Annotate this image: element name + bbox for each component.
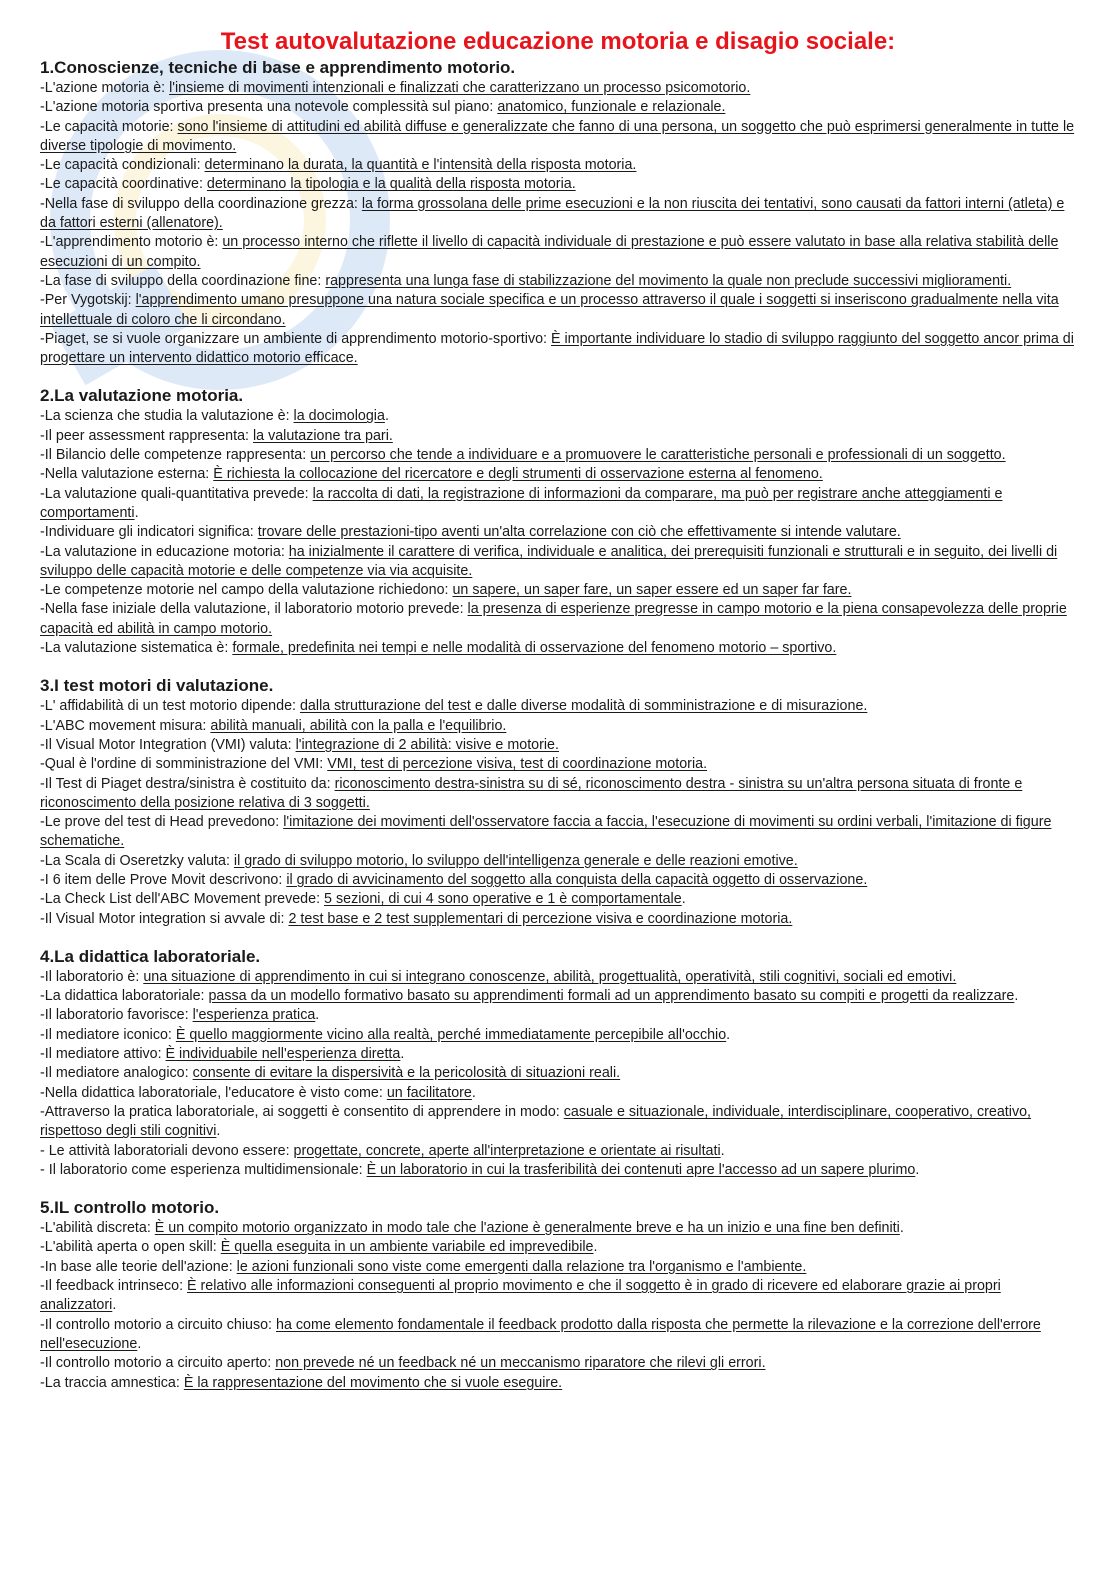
answer-text: ha come elemento fondamentale il feedback prodotto dalla risposta che permette la rilevazione e la correzione dell'errore nell'esecuzione <box>40 1316 1041 1352</box>
answer-text: sono l'insieme di attitudini ed abilità diffuse e generalizzate che fanno di una persona, un soggetto che può esprimersi generalmente in tutte le diverse tipologie di movimento. <box>40 118 1075 154</box>
qa-line <box>40 118 1076 157</box>
qa-line <box>40 407 1076 426</box>
answer-text: l'integrazione di 2 abilità: visive e motorie. <box>295 736 559 753</box>
answer-text: È individuabile nell'esperienza diretta <box>165 1046 401 1063</box>
question-text: -Il controllo motorio a circuito aperto: <box>40 1355 276 1372</box>
question-text: -La Check List dell'ABC Movement prevede: <box>40 891 325 908</box>
section-heading: 3.I test motori di valutazione. <box>40 676 274 696</box>
qa-line <box>40 717 1076 736</box>
question-text: -Le capacità motorie: <box>40 118 178 135</box>
answer-text: È richiesta la collocazione del ricercatore e degli strumenti di osservazione esterna al fenomeno. <box>213 466 823 483</box>
answer-text: l'apprendimento umano presuppone una natura sociale specifica e un processo attraverso il quale i soggetti si inseriscono gradualmente nella vita intellettuale di coloro che li circondano. <box>40 292 1059 328</box>
answer-text: anatomico, funzionale e relazionale. <box>497 99 726 116</box>
section-heading: 4.La didattica laboratoriale. <box>40 946 261 966</box>
qa-line <box>40 871 1076 890</box>
trailing-punctuation: . <box>726 1026 731 1043</box>
answer-text: il grado di sviluppo motorio, lo sviluppo dell'intelligenza generale e delle reazioni emotive. <box>233 852 798 869</box>
answer-text: 5 sezioni, di cui 4 sono operative e 1 è comportamentale <box>324 891 682 908</box>
section-heading: 1.Conoscienze, tecniche di base e apprendimento motorio. <box>40 58 516 77</box>
trailing-punctuation: . <box>720 1142 725 1159</box>
question-text: -I 6 item delle Prove Movit descrivono: <box>40 871 287 888</box>
answer-text: consente di evitare la dispersività e la pericolosità di situazioni reali. <box>192 1065 621 1082</box>
trailing-punctuation: . <box>112 1297 117 1314</box>
question-text: -Il Test di Piaget destra/sinistra è costituito da: <box>40 775 335 792</box>
qa-line <box>40 755 1076 774</box>
question-text: -Il mediatore attivo: <box>40 1046 166 1063</box>
question-text: - Le attività laboratoriali devono essere: <box>40 1142 294 1159</box>
answer-text: la presenza di esperienze pregresse in campo motorio e la piena consapevolezza delle proprie capacità ed abilità in campo motorio. <box>40 601 1067 637</box>
question-text: -La valutazione in educazione motoria: <box>40 543 289 560</box>
qa-line <box>40 639 1076 658</box>
qa-line <box>40 1103 1076 1142</box>
question-text: -Il Visual Motor Integration (VMI) valuta: <box>40 736 296 753</box>
trailing-punctuation: . <box>400 1046 405 1063</box>
qa-line <box>40 968 1076 987</box>
trailing-punctuation: . <box>216 1123 221 1140</box>
question-text: -L'abilità aperta o open skill: <box>40 1239 221 1256</box>
qa-line <box>40 775 1076 814</box>
trailing-punctuation: . <box>1014 988 1019 1005</box>
question-text: - Il laboratorio come esperienza multidimensionale: <box>40 1161 367 1178</box>
answer-text: È importante individuare lo stadio di sviluppo raggiunto del soggetto ancor prima di progettare un intervento didattico motorio efficace. <box>40 330 1074 367</box>
trailing-punctuation: . <box>681 891 686 908</box>
qa-line <box>40 987 1076 1006</box>
question-text: -Le competenze motorie nel campo della valutazione richiedono: <box>40 582 453 599</box>
answer-text: una situazione di apprendimento in cui si integrano conoscenze, abilità, progettualità, operatività, stili cognitivi, sociali ed emotivi. <box>143 968 957 985</box>
answer-text: È un compito motorio organizzato in modo tale che l'azione è generalmente breve e ha un inizio e una fine ben definiti <box>154 1220 900 1237</box>
question-text: -In base alle teorie dell'azione: <box>40 1258 237 1275</box>
question-text: -Attraverso la pratica laboratoriale, ai soggetti è consentito di apprendere in modo: <box>40 1103 564 1120</box>
answer-text: un facilitatore <box>386 1084 472 1101</box>
question-text: -Il mediatore iconico: <box>40 1026 176 1043</box>
answer-text: riconoscimento destra-sinistra su di sé, riconoscimento destra - sinistra su un'altra persona situata di fronte e riconoscimento della posizione relativa di 3 soggetti. <box>40 775 1023 811</box>
answer-text: formale, predefinita nei tempi e nelle modalità di osservazione del fenomeno motorio – sportivo. <box>232 640 837 657</box>
qa-line <box>40 1316 1076 1355</box>
question-text: -Individuare gli indicatori significa: <box>40 524 258 541</box>
trailing-punctuation: . <box>471 1084 476 1101</box>
answer-text: il grado di avvicinamento del soggetto alla conquista della capacità oggetto di osservazione. <box>286 871 868 888</box>
answer-text: È la rappresentazione del movimento che si vuole eseguire. <box>183 1374 563 1391</box>
section-heading: 5.IL controllo motorio. <box>40 1198 220 1218</box>
question-text: -L' affidabilità di un test motorio dipende: <box>40 698 300 715</box>
answer-text: determinano la tipologia e la qualità della risposta motoria. <box>206 176 576 193</box>
question-text: -Piaget, se si vuole organizzare un ambiente di apprendimento motorio-sportivo: <box>40 330 551 347</box>
question-text: -Nella fase iniziale della valutazione, il laboratorio motorio prevede: <box>40 601 468 618</box>
qa-line <box>40 156 1076 175</box>
qa-line <box>40 581 1076 600</box>
question-text: -Il laboratorio è: <box>40 968 144 985</box>
qa-line <box>40 1161 1076 1180</box>
qa-line <box>40 910 1076 929</box>
qa-line <box>40 697 1076 716</box>
qa-line <box>40 1258 1076 1277</box>
question-text: -La Scala di Oseretzky valuta: <box>40 852 234 869</box>
answer-text: rappresenta una lunga fase di stabilizzazione del movimento la quale non preclude successivi miglioramenti. <box>325 272 1012 289</box>
answer-text: 2 test base e 2 test supplementari di percezione visiva e coordinazione motoria. <box>288 910 793 927</box>
trailing-punctuation: . <box>593 1239 598 1256</box>
qa-line <box>40 600 1076 639</box>
qa-line <box>40 272 1076 291</box>
qa-line <box>40 330 1076 369</box>
trailing-punctuation: . <box>384 408 389 425</box>
qa-line <box>40 1219 1076 1238</box>
trailing-punctuation: . <box>134 504 139 521</box>
answer-text: passa da un modello formativo basato su apprendimenti formali ad un apprendimento basato su compiti e progetti da realizzare <box>208 988 1015 1005</box>
answer-text: le azioni funzionali sono viste come emergenti dalla relazione tra l'organismo e l'ambiente. <box>236 1258 807 1275</box>
question-text: -Le prove del test di Head prevedono: <box>40 814 284 831</box>
qa-line <box>40 1238 1076 1257</box>
question-text: -La didattica laboratoriale: <box>40 988 209 1005</box>
qa-line <box>40 98 1076 117</box>
qa-line <box>40 195 1076 234</box>
document-page <box>40 26 1076 1411</box>
question-text: -Il laboratorio favorisce: <box>40 1007 193 1024</box>
question-text: -La valutazione sistematica è: <box>40 640 233 657</box>
answer-text: casuale e situazionale, individuale, interdisciplinare, cooperativo, creativo, rispettoso degli stili cognitivi <box>40 1103 1032 1140</box>
qa-line <box>40 1064 1076 1083</box>
question-text: -Le capacità condizionali: <box>40 157 205 174</box>
answer-text: la raccolta di dati, la registrazione di informazioni da comparare, ma può per registrare anche atteggiamenti e comportamenti <box>40 485 1003 521</box>
qa-line <box>40 427 1076 446</box>
question-text: -L'ABC movement misura: <box>40 717 211 734</box>
answer-text: VMI, test di percezione visiva, test di coordinazione motoria. <box>327 756 708 773</box>
answer-text: dalla strutturazione del test e dalle diverse modalità di somministrazione e di misurazione. <box>299 698 868 715</box>
answer-text: l'insieme di movimenti intenzionali e finalizzati che caratterizzano un processo psicomotorio. <box>169 80 751 96</box>
qa-line <box>40 1084 1076 1103</box>
question-text: -Qual è l'ordine di somministrazione del VMI: <box>40 756 328 773</box>
section-heading: 2.La valutazione motoria. <box>40 386 244 406</box>
section-2 <box>40 386 1076 658</box>
qa-line <box>40 543 1076 582</box>
question-text: -Il mediatore analogico: <box>40 1065 193 1082</box>
answer-text: non prevede né un feedback né un meccanismo riparatore che rilevi gli errori. <box>275 1355 766 1372</box>
answer-text: la forma grossolana delle prime esecuzioni e la non riuscita dei tentativi, sono causati da fattori interni (atleta) e da fattori esterni (allenatore). <box>40 195 1065 232</box>
question-text: -L'abilità discreta: <box>40 1220 155 1237</box>
question-text: -La fase di sviluppo della coordinazione fine: <box>40 272 326 289</box>
qa-line <box>40 1045 1076 1064</box>
document-title: Test autovalutazione educazione motoria e disagio sociale: <box>220 28 896 55</box>
question-text: -La scienza che studia la valutazione è: <box>40 408 294 425</box>
section-5 <box>40 1198 1076 1393</box>
qa-line <box>40 890 1076 909</box>
question-text: -L'apprendimento motorio è: <box>40 234 223 251</box>
trailing-punctuation: . <box>137 1335 142 1352</box>
qa-line <box>40 465 1076 484</box>
qa-line <box>40 1026 1076 1045</box>
sections-container <box>40 58 1076 1393</box>
answer-text: È un laboratorio in cui la trasferibilità dei contenuti apre l'accesso ad un sapere plurimo <box>366 1161 916 1178</box>
answer-text: È quello maggiormente vicino alla realtà, perché immediatamente percepibile all'occhio <box>175 1026 727 1043</box>
section-4 <box>40 947 1076 1180</box>
qa-line <box>40 852 1076 871</box>
question-text: -Per Vygotskij: <box>40 292 136 309</box>
trailing-punctuation: . <box>915 1161 920 1178</box>
answer-text: determinano la durata, la quantità e l'intensità della risposta motoria. <box>204 157 637 174</box>
trailing-punctuation: . <box>315 1007 320 1024</box>
question-text: -Il Visual Motor integration si avvale di: <box>40 910 289 927</box>
qa-line <box>40 1006 1076 1025</box>
answer-text: un percorso che tende a individuare e a promuovere le caratteristiche personali e professionali di un soggetto. <box>310 447 1006 464</box>
qa-line <box>40 291 1076 330</box>
question-text: -La traccia amnestica: <box>40 1374 184 1391</box>
answer-text: l'esperienza pratica <box>192 1007 316 1024</box>
qa-line <box>40 736 1076 755</box>
trailing-punctuation: . <box>899 1220 904 1237</box>
question-text: -Il peer assessment rappresenta: <box>40 427 253 444</box>
question-text: -Il Bilancio delle competenze rappresenta: <box>40 447 311 464</box>
answer-text: trovare delle prestazioni-tipo aventi un'alta correlazione con ciò che effettivamente si intende valutare. <box>257 524 901 541</box>
section-3 <box>40 676 1076 929</box>
answer-text: abilità manuali, abilità con la palla e l'equilibrio. <box>210 717 507 734</box>
qa-line <box>40 1374 1076 1393</box>
answer-text: un processo interno che riflette il livello di capacità individuale di prestazione e può essere valutato in base alla relativa stabilità delle esecuzioni di un compito. <box>40 234 1059 270</box>
question-text: -Nella didattica laboratoriale, l'educatore è visto come: <box>40 1084 387 1101</box>
qa-line <box>40 813 1076 852</box>
answer-text: un sapere, un saper fare, un saper essere ed un saper far fare. <box>452 582 852 599</box>
qa-line <box>40 233 1076 272</box>
question-text: -L'azione motoria sportiva presenta una notevole complessità sul piano: <box>40 99 498 116</box>
answer-text: ha inizialmente il carattere di verifica, individuale e analitica, dei prerequisiti funzionali e strutturali e in seguito, dei livelli di sviluppo delle capacità motorie e delle competenze via via acquisite. <box>40 543 1058 579</box>
question-text: -Il feedback intrinseco: <box>40 1278 188 1295</box>
answer-text: la docimologia <box>293 408 385 425</box>
section-1 <box>40 58 1076 368</box>
answer-text: È quella eseguita in un ambiente variabile ed imprevedibile <box>220 1239 594 1256</box>
answer-text: progettate, concrete, aperte all'interpretazione e orientate ai risultati <box>293 1142 721 1159</box>
qa-line <box>40 485 1076 524</box>
question-text: -Le capacità coordinative: <box>40 176 207 193</box>
qa-line <box>40 79 1076 98</box>
qa-line <box>40 446 1076 465</box>
qa-line <box>40 1142 1076 1161</box>
question-text: -L'azione motoria è: <box>40 80 170 96</box>
question-text: -Il controllo motorio a circuito chiuso: <box>40 1316 276 1333</box>
qa-line <box>40 523 1076 542</box>
qa-line <box>40 1354 1076 1373</box>
question-text: -Nella valutazione esterna: <box>40 466 214 483</box>
answer-text: la valutazione tra pari. <box>252 427 393 444</box>
qa-line <box>40 1277 1076 1316</box>
answer-text: È relativo alle informazioni conseguenti al proprio movimento e che il soggetto è in grado di ricevere ed elaborare grazie ai propri analizzatori <box>40 1278 1001 1314</box>
qa-line <box>40 175 1076 194</box>
answer-text: l'imitazione dei movimenti dell'osservatore faccia a faccia, l'esecuzione di movimenti su ordini verbali, l'imitazione di figure schematiche. <box>40 814 1052 850</box>
question-text: -Nella fase di sviluppo della coordinazione grezza: <box>40 195 362 212</box>
question-text: -La valutazione quali-quantitativa prevede: <box>40 485 313 502</box>
